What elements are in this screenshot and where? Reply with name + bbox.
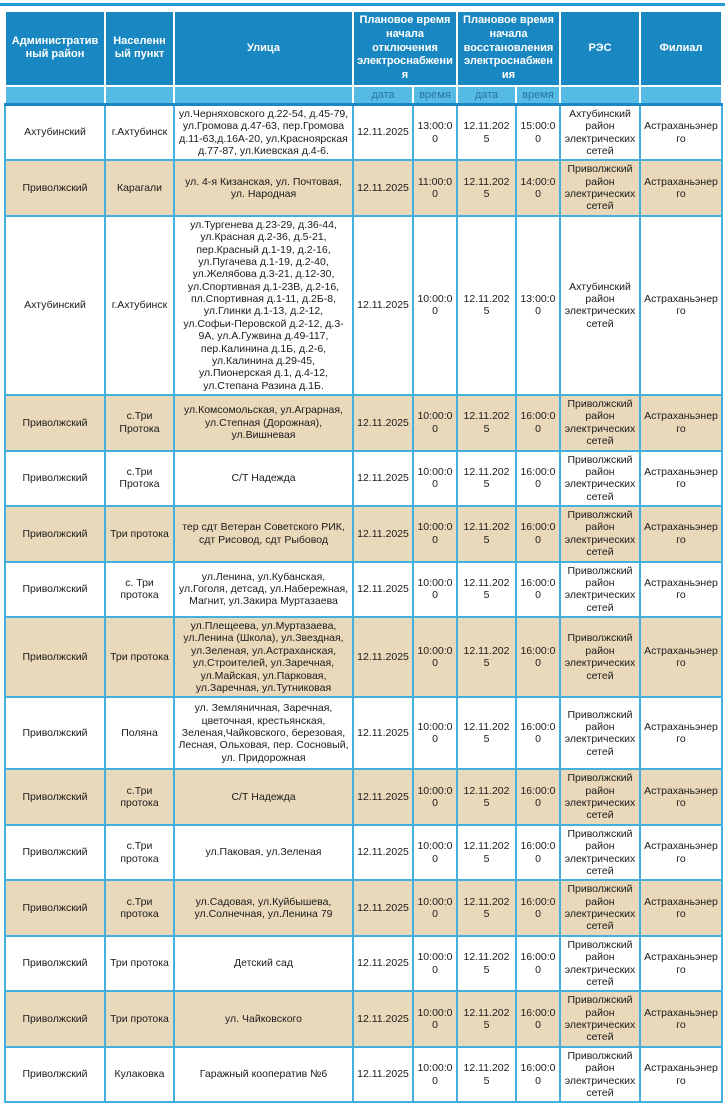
cell-outage-date: 12.11.2025 (353, 506, 413, 562)
cell-branch: Астраханьэнерго (640, 562, 722, 618)
cell-restore-date: 12.11.2025 (457, 1047, 516, 1103)
cell-outage-time: 10:00:00 (413, 1047, 457, 1103)
table-body (5, 104, 722, 1102)
cell-restore-date: 12.11.2025 (457, 104, 516, 160)
cell-branch: Астраханьэнерго (640, 506, 722, 562)
cell-district: Приволжский (5, 697, 105, 769)
cell-branch: Астраханьэнерго (640, 991, 722, 1047)
cell-outage-date: 12.11.2025 (353, 216, 413, 395)
cell-branch: Астраханьэнерго (640, 880, 722, 936)
cell-restore-time: 16:00:00 (516, 991, 560, 1047)
cell-outage-time: 10:00:00 (413, 825, 457, 881)
cell-district: Приволжский (5, 562, 105, 618)
cell-outage-date: 12.11.2025 (353, 451, 413, 507)
cell-district: Ахтубинский (5, 216, 105, 395)
cell-restore-time: 16:00:00 (516, 1047, 560, 1103)
col-header-district: Административный район (5, 11, 105, 86)
cell-street: Гаражный кооператив №6 (174, 1047, 353, 1103)
table-row (5, 991, 722, 1047)
cell-settlement: с.Три протока (105, 880, 174, 936)
table-row (5, 825, 722, 881)
cell-restore-date: 12.11.2025 (457, 160, 516, 216)
cell-outage-time: 10:00:00 (413, 936, 457, 992)
cell-res: Приволжский район электрических сетей (560, 562, 640, 618)
cell-outage-date: 12.11.2025 (353, 936, 413, 992)
cell-street: тер сдт Ветеран Советского РИК, сдт Рисовод, сдт Рыбовод (174, 506, 353, 562)
cell-restore-date: 12.11.2025 (457, 825, 516, 881)
cell-settlement: с.Три Протока (105, 395, 174, 451)
cell-outage-time: 10:00:00 (413, 395, 457, 451)
table-row (5, 617, 722, 697)
cell-restore-time: 16:00:00 (516, 697, 560, 769)
cell-outage-date: 12.11.2025 (353, 880, 413, 936)
cell-district: Приволжский (5, 160, 105, 216)
cell-branch: Астраханьэнерго (640, 936, 722, 992)
cell-settlement: Поляна (105, 697, 174, 769)
cell-branch: Астраханьэнерго (640, 160, 722, 216)
cell-restore-time: 16:00:00 (516, 451, 560, 507)
cell-branch: Астраханьэнерго (640, 697, 722, 769)
table-row (5, 936, 722, 992)
cell-street: ул. Земляничная, Заречная, цветочная, крестьянская, Зеленая,Чайковского, березовая, Лесная, Ольховая, пер. Сосновый, ул. Придорожная (174, 697, 353, 769)
cell-res: Приволжский район электрических сетей (560, 395, 640, 451)
table-header (5, 11, 722, 104)
cell-street: ул.Тургенева д.23-29, д.36-44, ул.Красная д.2-36, д.5-21, пер.Красный д.1-19, д.2-16, ул.Пугачева д.1-19, д.2-40, ул.Желябова д.3-21, д.12-30, ул.Спортивная д.1-23В, д.2-16, пл.Спортивная д.1-11, д.2Б-8, ул.Глинки д.1-13, д.2-12, ул.Софьи-Перовской д.2-12, д.3-9А, ул.А.Гужвина д.49-117, пер.Калинина д.1Б, д.2-6, ул.Калинина д.29-45, ул.Пионерская д.1, д.4-12, ул.Степана Разина д.1Б. (174, 216, 353, 395)
cell-restore-time: 16:00:00 (516, 617, 560, 697)
table-row (5, 562, 722, 618)
table-row (5, 395, 722, 451)
cell-street: ул.Паковая, ул.Зеленая (174, 825, 353, 881)
outage-schedule-table (4, 10, 723, 1103)
cell-outage-date: 12.11.2025 (353, 104, 413, 160)
cell-branch: Астраханьэнерго (640, 395, 722, 451)
cell-restore-date: 12.11.2025 (457, 216, 516, 395)
cell-district: Ахтубинский (5, 104, 105, 160)
col-header-res: РЭС (560, 11, 640, 86)
cell-district: Приволжский (5, 451, 105, 507)
cell-res: Приволжский район электрических сетей (560, 1047, 640, 1103)
cell-res: Приволжский район электрических сетей (560, 991, 640, 1047)
cell-res: Ахтубинский район электрических сетей (560, 104, 640, 160)
cell-restore-date: 12.11.2025 (457, 562, 516, 618)
cell-restore-date: 12.11.2025 (457, 697, 516, 769)
cell-branch: Астраханьэнерго (640, 617, 722, 697)
header-row-main (5, 11, 722, 86)
cell-restore-time: 16:00:00 (516, 769, 560, 825)
cell-settlement: с.Три Протока (105, 451, 174, 507)
subheader-spacer-res (560, 86, 640, 105)
cell-settlement: с. Три протока (105, 562, 174, 618)
cell-street: ул.Черняховского д.22-54, д.45-79, ул.Громова д.47-63, пер.Громова д.11-63,д.16А-20, ул.Красноярская д.77-87, ул.Киевская д.4-6. (174, 104, 353, 160)
cell-restore-date: 12.11.2025 (457, 880, 516, 936)
subheader-spacer-district (5, 86, 105, 105)
cell-outage-date: 12.11.2025 (353, 617, 413, 697)
cell-district: Приволжский (5, 769, 105, 825)
header-row-sub (5, 86, 722, 105)
subheader-spacer-settlement (105, 86, 174, 105)
cell-branch: Астраханьэнерго (640, 451, 722, 507)
cell-restore-time: 16:00:00 (516, 562, 560, 618)
cell-outage-date: 12.11.2025 (353, 395, 413, 451)
cell-restore-date: 12.11.2025 (457, 769, 516, 825)
cell-outage-time: 10:00:00 (413, 880, 457, 936)
subheader-spacer-branch (640, 86, 722, 105)
cell-outage-time: 10:00:00 (413, 697, 457, 769)
cell-res: Ахтубинский район электрических сетей (560, 216, 640, 395)
cell-res: Приволжский район электрических сетей (560, 451, 640, 507)
cell-settlement: Три протока (105, 936, 174, 992)
table-row (5, 697, 722, 769)
col-header-settlement: Населенный пункт (105, 11, 174, 86)
cell-outage-time: 10:00:00 (413, 216, 457, 395)
table-row (5, 216, 722, 395)
table-row (5, 506, 722, 562)
cell-settlement: г.Ахтубинск (105, 104, 174, 160)
cell-settlement: Три протока (105, 991, 174, 1047)
cell-restore-date: 12.11.2025 (457, 617, 516, 697)
cell-street: Детский сад (174, 936, 353, 992)
table-row (5, 160, 722, 216)
cell-outage-date: 12.11.2025 (353, 1047, 413, 1103)
cell-restore-date: 12.11.2025 (457, 936, 516, 992)
cell-restore-date: 12.11.2025 (457, 506, 516, 562)
cell-district: Приволжский (5, 991, 105, 1047)
cell-branch: Астраханьэнерго (640, 769, 722, 825)
subheader-restore-time: время (516, 86, 560, 105)
cell-street: ул.Плещеева, ул.Муртазаева, ул.Ленина (Школа), ул.Звездная, ул.Зеленая, ул.Астраханская, ул.Строителей, ул.Заречная, ул.Майская, ул.Парковая, ул.Заречная, ул.Тутниковая (174, 617, 353, 697)
table-row (5, 880, 722, 936)
cell-street: С/Т Надежда (174, 769, 353, 825)
cell-district: Приволжский (5, 395, 105, 451)
cell-settlement: Три протока (105, 617, 174, 697)
cell-res: Приволжский район электрических сетей (560, 160, 640, 216)
page-top-stripe (0, 3, 725, 6)
cell-outage-date: 12.11.2025 (353, 562, 413, 618)
cell-outage-time: 10:00:00 (413, 562, 457, 618)
cell-outage-time: 10:00:00 (413, 506, 457, 562)
cell-restore-time: 16:00:00 (516, 506, 560, 562)
cell-restore-time: 13:00:00 (516, 216, 560, 395)
cell-district: Приволжский (5, 506, 105, 562)
cell-restore-time: 15:00:00 (516, 104, 560, 160)
table-row (5, 451, 722, 507)
cell-street: С/Т Надежда (174, 451, 353, 507)
cell-district: Приволжский (5, 1047, 105, 1103)
cell-res: Приволжский район электрических сетей (560, 617, 640, 697)
cell-restore-date: 12.11.2025 (457, 451, 516, 507)
cell-outage-time: 11:00:00 (413, 160, 457, 216)
cell-street: ул. 4-я Кизанская, ул. Почтовая, ул. Народная (174, 160, 353, 216)
cell-district: Приволжский (5, 825, 105, 881)
cell-street: ул.Ленина, ул.Кубанская, ул.Гоголя, детсад, ул.Набережная, Магнит, ул.Закира Муртазаева (174, 562, 353, 618)
subheader-spacer-street (174, 86, 353, 105)
subheader-outage-date: дата (353, 86, 413, 105)
cell-settlement: Три протока (105, 506, 174, 562)
col-header-outage-group: Плановое время начала отключения электроснабжения (353, 11, 457, 86)
cell-restore-time: 16:00:00 (516, 825, 560, 881)
cell-district: Приволжский (5, 880, 105, 936)
cell-res: Приволжский район электрических сетей (560, 506, 640, 562)
cell-restore-time: 16:00:00 (516, 936, 560, 992)
cell-outage-time: 10:00:00 (413, 451, 457, 507)
cell-res: Приволжский район электрических сетей (560, 936, 640, 992)
col-header-branch: Филиал (640, 11, 722, 86)
table-row (5, 769, 722, 825)
cell-outage-time: 10:00:00 (413, 991, 457, 1047)
cell-outage-time: 13:00:00 (413, 104, 457, 160)
col-header-street: Улица (174, 11, 353, 86)
cell-street: ул.Садовая, ул.Куйбышева, ул.Солнечная, ул.Ленина 79 (174, 880, 353, 936)
cell-outage-time: 10:00:00 (413, 769, 457, 825)
cell-district: Приволжский (5, 617, 105, 697)
cell-res: Приволжский район электрических сетей (560, 880, 640, 936)
cell-settlement: Кулаковка (105, 1047, 174, 1103)
cell-restore-time: 16:00:00 (516, 395, 560, 451)
cell-res: Приволжский район электрических сетей (560, 697, 640, 769)
cell-street: ул. Чайковского (174, 991, 353, 1047)
cell-outage-time: 10:00:00 (413, 617, 457, 697)
cell-settlement: с.Три протока (105, 769, 174, 825)
col-header-restore-group: Плановое время начала восстановления электроснабжения (457, 11, 560, 86)
cell-outage-date: 12.11.2025 (353, 991, 413, 1047)
cell-settlement: г.Ахтубинск (105, 216, 174, 395)
cell-restore-date: 12.11.2025 (457, 395, 516, 451)
cell-outage-date: 12.11.2025 (353, 697, 413, 769)
table-row (5, 1047, 722, 1103)
cell-restore-time: 14:00:00 (516, 160, 560, 216)
cell-restore-date: 12.11.2025 (457, 991, 516, 1047)
cell-outage-date: 12.11.2025 (353, 160, 413, 216)
cell-settlement: Карагали (105, 160, 174, 216)
cell-branch: Астраханьэнерго (640, 104, 722, 160)
cell-branch: Астраханьэнерго (640, 1047, 722, 1103)
table-row (5, 104, 722, 160)
cell-outage-date: 12.11.2025 (353, 769, 413, 825)
cell-outage-date: 12.11.2025 (353, 825, 413, 881)
cell-district: Приволжский (5, 936, 105, 992)
subheader-outage-time: время (413, 86, 457, 105)
cell-restore-time: 16:00:00 (516, 880, 560, 936)
cell-res: Приволжский район электрических сетей (560, 769, 640, 825)
subheader-restore-date: дата (457, 86, 516, 105)
cell-branch: Астраханьэнерго (640, 825, 722, 881)
cell-street: ул.Комсомольская, ул.Аграрная, ул.Степная (Дорожная), ул.Вишневая (174, 395, 353, 451)
cell-settlement: с.Три протока (105, 825, 174, 881)
cell-res: Приволжский район электрических сетей (560, 825, 640, 881)
cell-branch: Астраханьэнерго (640, 216, 722, 395)
